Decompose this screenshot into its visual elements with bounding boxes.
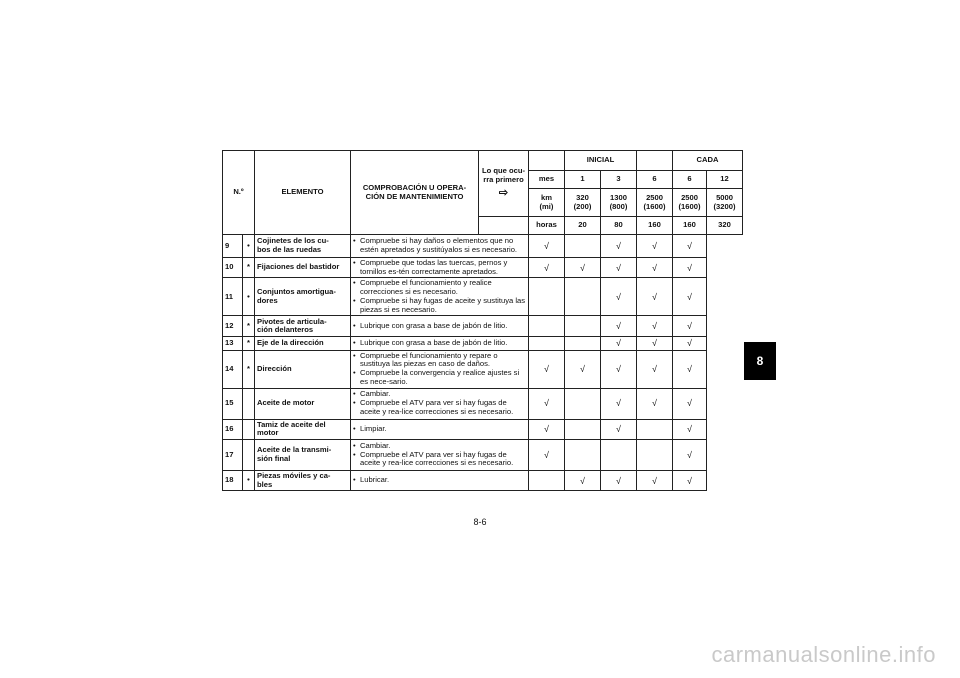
header-km-1: 320 (200) — [565, 189, 601, 217]
check-item: • Compruebe si hay daños o elementos que no estén apretados y sustitúyalos si es necesario. — [353, 237, 526, 254]
empty-cell — [565, 337, 601, 350]
table-row — [223, 258, 743, 278]
row-checks — [351, 235, 529, 258]
check-mark: √ — [529, 258, 565, 278]
row-item: Pivotes de articula- ción delanteros — [255, 316, 351, 337]
row-item: Aceite de motor — [255, 388, 351, 419]
empty-cell — [565, 235, 601, 258]
row-checks — [351, 350, 529, 388]
check-item: • Compruebe el funcionamiento y realice correcciones si es necesario. — [353, 279, 526, 296]
row-marker: * — [243, 258, 255, 278]
check-mark: √ — [637, 350, 673, 388]
check-mark: √ — [673, 278, 707, 316]
check-item: • Compruebe el ATV para ver si hay fugas de aceite y rea-lice correcciones si es necesario. — [353, 399, 526, 416]
check-mark: √ — [673, 388, 707, 419]
check-mark: √ — [601, 350, 637, 388]
check-list — [353, 476, 526, 485]
check-item: • Lubrique con grasa a base de jabón de litio. — [353, 322, 526, 331]
check-list — [353, 390, 526, 416]
header-element: ELEMENTO — [255, 151, 351, 235]
check-mark: √ — [673, 258, 707, 278]
check-item: • Cambiar. — [353, 390, 526, 399]
header-mes-6a: 6 — [637, 171, 673, 189]
check-mark: √ — [637, 316, 673, 337]
header-mes-3: 3 — [601, 171, 637, 189]
check-item: • Compruebe si hay fugas de aceite y sustituya las piezas si es necesario. — [353, 297, 526, 314]
header-km-3: 2500 (1600) — [637, 189, 673, 217]
check-item: • Lubrique con grasa a base de jabón de litio. — [353, 339, 526, 348]
row-number: 13 — [223, 337, 243, 350]
check-mark: √ — [565, 258, 601, 278]
row-item: Dirección — [255, 350, 351, 388]
section-tab: 8 — [744, 342, 776, 380]
header-mes-1: 1 — [565, 171, 601, 189]
row-checks — [351, 439, 529, 470]
row-number: 12 — [223, 316, 243, 337]
row-number: 14 — [223, 350, 243, 388]
table-row — [223, 350, 743, 388]
table-row — [223, 337, 743, 350]
check-mark: √ — [529, 350, 565, 388]
check-mark: √ — [673, 439, 707, 470]
check-item: • Compruebe el funcionamiento y repare o sustituya las piezas en caso de daños. — [353, 352, 526, 369]
header-num: N.º — [223, 151, 255, 235]
row-checks — [351, 419, 529, 439]
table-row — [223, 419, 743, 439]
check-list — [353, 442, 526, 468]
arrow-right-icon: ⇨ — [498, 186, 509, 199]
header-first-line-1: Lo que ocu- — [481, 166, 526, 176]
row-number: 16 — [223, 419, 243, 439]
page-number: 8-6 — [473, 517, 487, 527]
row-marker: * — [243, 316, 255, 337]
empty-cell — [637, 439, 673, 470]
row-number: 11 — [223, 278, 243, 316]
check-mark: √ — [601, 388, 637, 419]
row-checks — [351, 337, 529, 350]
table-row — [223, 388, 743, 419]
check-mark: √ — [601, 278, 637, 316]
empty-cell — [565, 419, 601, 439]
table-row — [223, 235, 743, 258]
check-mark: √ — [673, 419, 707, 439]
check-mark: √ — [601, 419, 637, 439]
check-list — [353, 279, 526, 314]
row-checks — [351, 278, 529, 316]
row-item: Fijaciones del bastidor — [255, 258, 351, 278]
header-first — [479, 151, 529, 217]
check-mark: √ — [673, 235, 707, 258]
header-mes-12: 12 — [707, 171, 743, 189]
header-mes-label: mes — [529, 171, 565, 189]
header-horas-label: horas — [529, 217, 565, 235]
check-mark: √ — [529, 235, 565, 258]
empty-cell — [601, 439, 637, 470]
maintenance-table — [222, 150, 743, 491]
check-item: • Limpiar. — [353, 425, 526, 434]
empty-cell — [529, 337, 565, 350]
check-mark: √ — [673, 470, 707, 490]
header-km-label: km (mi) — [529, 189, 565, 217]
check-mark: √ — [673, 316, 707, 337]
row-number: 15 — [223, 388, 243, 419]
check-mark: √ — [529, 439, 565, 470]
watermark: carmanualsonline.info — [711, 642, 936, 667]
check-mark: √ — [565, 350, 601, 388]
check-list — [353, 425, 526, 434]
check-mark: √ — [637, 258, 673, 278]
check-mark: √ — [601, 337, 637, 350]
check-mark: √ — [637, 470, 673, 490]
table-row — [223, 278, 743, 316]
empty-cell — [565, 439, 601, 470]
row-item: Conjuntos amortigua- dores — [255, 278, 351, 316]
check-item: • Cambiar. — [353, 442, 526, 451]
check-mark: √ — [673, 337, 707, 350]
row-marker — [243, 388, 255, 419]
check-mark: √ — [601, 316, 637, 337]
header-first-line-2: rra primero — [483, 175, 524, 185]
check-item: • Compruebe que todas las tuercas, pernos y tornillos es-tén correctamente apretados. — [353, 259, 526, 276]
check-list — [353, 322, 526, 331]
row-checks — [351, 316, 529, 337]
empty-cell — [565, 316, 601, 337]
row-marker — [243, 439, 255, 470]
check-list — [353, 259, 526, 276]
row-marker: • — [243, 470, 255, 490]
empty-cell — [565, 388, 601, 419]
row-number: 18 — [223, 470, 243, 490]
row-checks — [351, 470, 529, 490]
check-mark: √ — [637, 388, 673, 419]
header-cada: CADA — [673, 151, 743, 171]
check-mark: √ — [601, 258, 637, 278]
check-item: • Compruebe la convergencia y realice ajustes si es nece-sario. — [353, 369, 526, 386]
row-marker: * — [243, 337, 255, 350]
row-number: 17 — [223, 439, 243, 470]
check-mark: √ — [565, 470, 601, 490]
header-horas-5: 320 — [707, 217, 743, 235]
check-mark: √ — [637, 235, 673, 258]
header-horas-1: 20 — [565, 217, 601, 235]
header-km-5: 5000 (3200) — [707, 189, 743, 217]
header-horas-2: 80 — [601, 217, 637, 235]
header-km-4: 2500 (1600) — [673, 189, 707, 217]
row-number: 9 — [223, 235, 243, 258]
table-row — [223, 470, 743, 490]
check-item: • Lubricar. — [353, 476, 526, 485]
table-row — [223, 439, 743, 470]
table-row — [223, 316, 743, 337]
check-mark: √ — [529, 388, 565, 419]
check-mark: √ — [601, 235, 637, 258]
row-item: Aceite de la transmi- sión final — [255, 439, 351, 470]
table-body — [223, 151, 743, 491]
empty-cell — [565, 278, 601, 316]
header-horas-3: 160 — [637, 217, 673, 235]
row-marker — [243, 419, 255, 439]
header-mes-6b: 6 — [673, 171, 707, 189]
check-mark: √ — [529, 419, 565, 439]
row-checks — [351, 258, 529, 278]
row-item: Cojinetes de los cu- bos de las ruedas — [255, 235, 351, 258]
row-marker: • — [243, 278, 255, 316]
check-list — [353, 237, 526, 254]
row-item: Piezas móviles y ca- bles — [255, 470, 351, 490]
header-km-2: 1300 (800) — [601, 189, 637, 217]
check-mark: √ — [673, 350, 707, 388]
header-horas-4: 160 — [673, 217, 707, 235]
empty-cell — [529, 278, 565, 316]
check-mark: √ — [601, 470, 637, 490]
check-list — [353, 352, 526, 387]
row-item: Eje de la dirección — [255, 337, 351, 350]
header-initial: INICIAL — [565, 151, 637, 171]
empty-cell — [637, 419, 673, 439]
empty-cell — [529, 316, 565, 337]
check-mark: √ — [637, 337, 673, 350]
row-marker: * — [243, 350, 255, 388]
row-item: Tamiz de aceite del motor — [255, 419, 351, 439]
check-list — [353, 339, 526, 348]
empty-cell — [529, 470, 565, 490]
row-checks — [351, 388, 529, 419]
header-check: COMPROBACIÓN U OPERA- CIÓN DE MANTENIMIENTO — [351, 151, 479, 235]
row-marker: • — [243, 235, 255, 258]
check-mark: √ — [637, 278, 673, 316]
check-item: • Compruebe el ATV para ver si hay fugas de aceite y rea-lice correcciones si es necesario. — [353, 451, 526, 468]
row-number: 10 — [223, 258, 243, 278]
